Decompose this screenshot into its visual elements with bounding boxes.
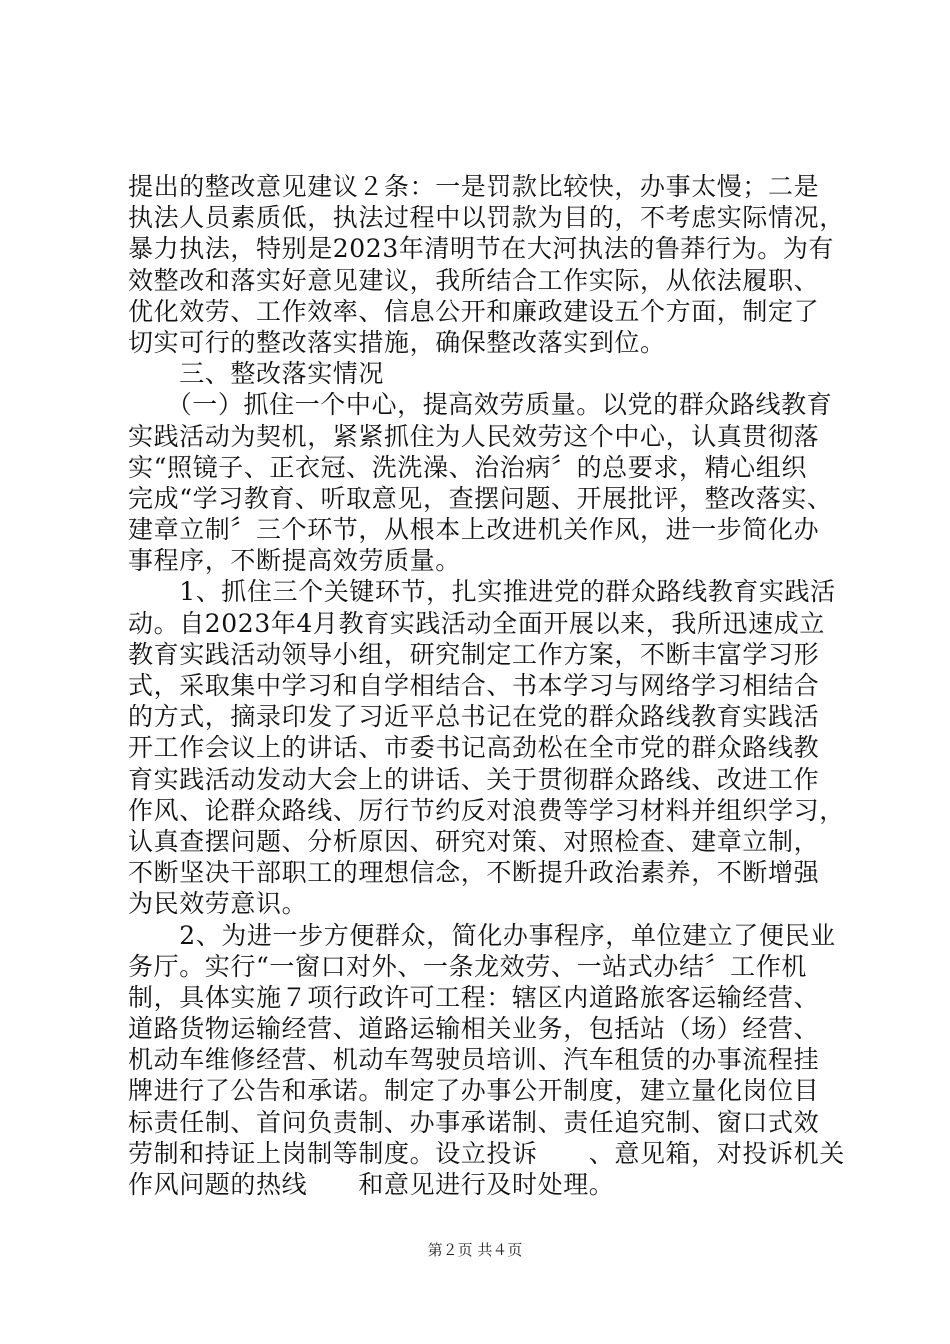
text-line: 不断坚决干部职工的理想信念，不断提升政治素养，不断增强 [128,858,820,888]
page-number-footer: 第２页 共４页 [427,1241,523,1259]
text-line: 暴力执法，特别是2023年清明节在大河执法的鲁莽行为。为有 [128,234,835,264]
text-line: 1、抓住三个关键环节，扎实推进党的群众路线教育实践活 [128,577,836,607]
text-line: 的方式，摘录印发了习近平总书记在党的群众路线教育实践活 [128,702,820,732]
text-line: 实践活动为契机，紧紧抓住为人民效劳这个中心，认真贯彻落 [128,421,820,451]
text-line: 劳制和持证上岗制等制度。设立投诉 、意见箱，对投诉机关 [128,1138,845,1168]
text-line: 切实可行的整改落实措施，确保整改落实到位。 [128,327,666,357]
text-line: 机动车维修经营、机动车驾驶员培训、汽车租赁的办事流程挂 [128,1045,820,1075]
text-line: 牌进行了公告和承诺。制定了办事公开制度，建立量化岗位目 [128,1076,820,1106]
document-body [128,171,845,1200]
text-line: 教育实践活动领导小组，研究制定工作方案，不断丰富学习形 [128,639,820,669]
text-line: 动。自2023年4月教育实践活动全面开展以来，我所迅速成立 [128,608,825,638]
text-line: 执法人员素质低，执法过程中以罚款为目的，不考虑实际情况， [128,203,845,233]
text-line: 育实践活动发动大会上的讲话、关于贯彻群众路线、改进工作 [128,764,820,794]
text-line: 务厅。实行“一窗口对外、一条龙效劳、一站式办结〞工作机 [128,951,807,981]
text-line: 提出的整改意见建议２条：一是罚款比较快，办事太慢；二是 [128,172,820,201]
section-heading: 三、整改落实情况 [128,359,385,389]
text-line: 作风、论群众路线、厉行节约反对浪费等学习材料并组织学习， [128,795,845,825]
text-line: 事程序，不断提高效劳质量。 [128,546,461,576]
text-line: 优化效劳、工作效率、信息公开和廉政建设五个方面，制定了 [128,296,820,326]
text-line: 制，具体实施７项行政许可工程：辖区内道路旅客运输经营、 [128,982,820,1012]
text-line: 认真查摆问题、分析原因、研究对策、对照检查、建章立制， [128,826,820,856]
text-line: 道路货物运输经营、道路运输相关业务，包括站（场）经营、 [128,1014,820,1044]
text-line: 式，采取集中学习和自学相结合、书本学习与网络学习相结合 [128,671,820,700]
text-line: 作风问题的热线 和意见进行及时处理。 [128,1170,615,1199]
text-line: 2、为进一步方便群众，简化办事程序，单位建立了便民业 [128,920,836,950]
text-line: 完成“学习教育、听取意见，查摆问题、开展批评，整改落实、 [128,483,833,513]
text-line: 建章立制〞三个环节，从根本上改进机关作风，进一步简化办 [128,515,820,545]
text-line: 开工作会议上的讲话、市委书记高劲松在全市党的群众路线教 [128,733,820,763]
text-line: （一）抓住一个中心，提高效劳质量。以党的群众路线教育 [128,390,833,420]
text-line: 标责任制、首问负责制、办事承诺制、责任追究制、窗口式效 [128,1107,820,1137]
text-line: 为民效劳意识。 [128,889,308,919]
text-line: 实“照镜子、正衣冠、洗洗澡、治治病〞的总要求，精心组织 [128,452,807,482]
text-line: 效整改和落实好意见建议，我所结合工作实际，从依法履职、 [128,265,820,295]
